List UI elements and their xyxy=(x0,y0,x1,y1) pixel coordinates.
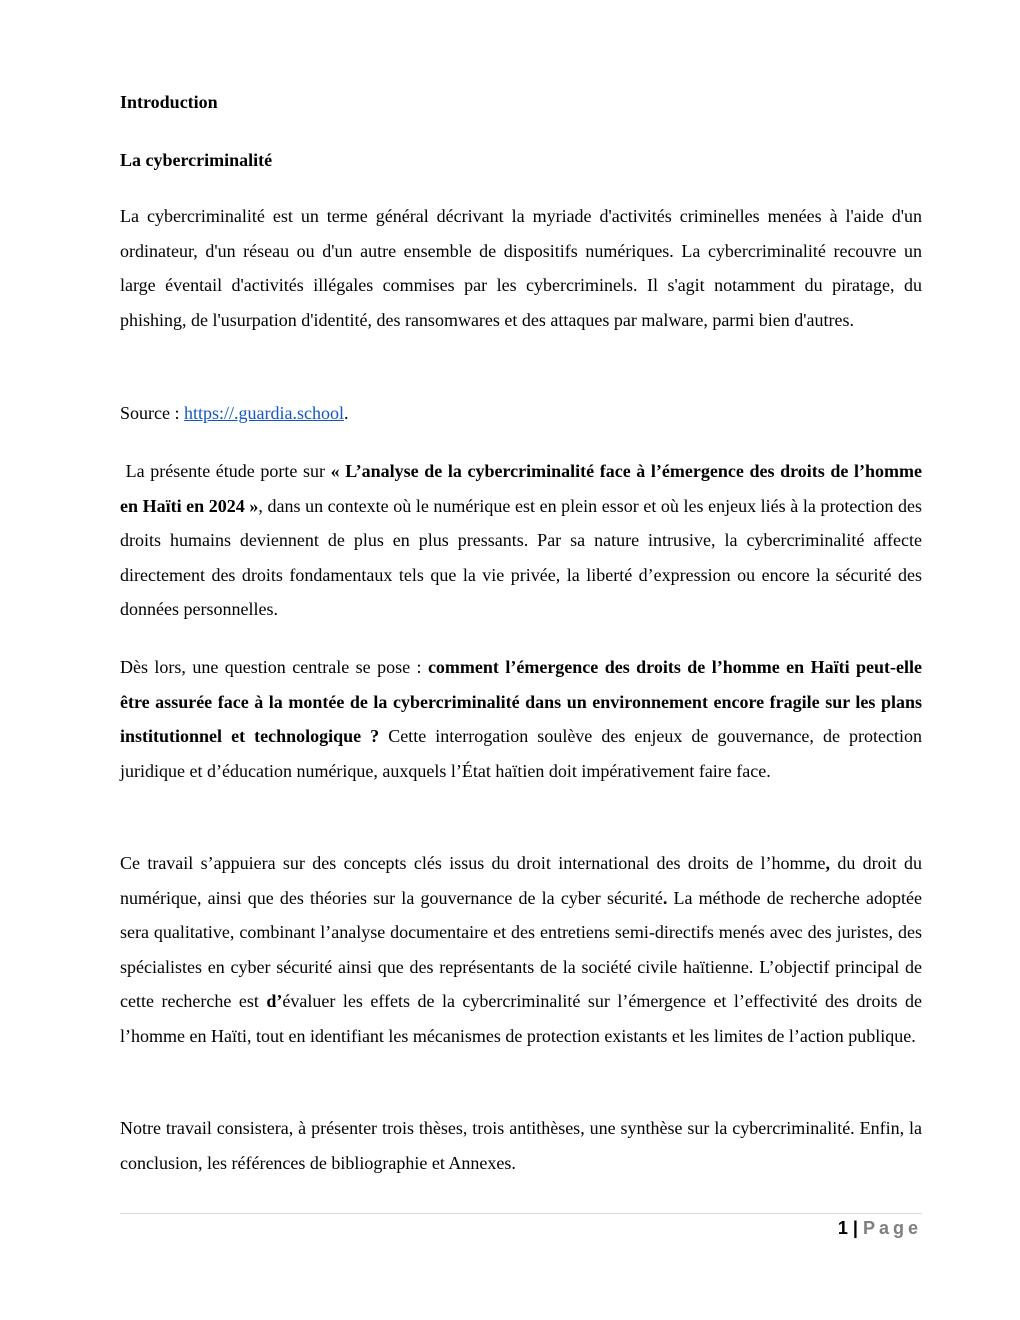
introduction-heading: Introduction xyxy=(120,92,218,112)
method-part-c: La méthode de recherche adoptée sera qualitative, combinant l’analyse documentaire et des entretiens semi-directifs menés avec des juristes, des spécialistes en cyber sécurité ainsi que des représentants de la société civile haïtienne. L’objectif principal de cette recherche est xyxy=(120,887,922,1011)
study-lead: La présente étude porte sur xyxy=(120,461,331,481)
source-link[interactable]: https://.guardia.school xyxy=(183,403,344,423)
paragraph-research-question xyxy=(120,650,922,788)
paragraph-study-subject xyxy=(120,454,922,627)
page-number: 1 xyxy=(837,1218,848,1238)
footer-separator: | xyxy=(847,1218,863,1238)
paragraph-plan: Notre travail consistera, à présenter trois thèses, trois antithèses, une synthèse sur la cybercriminalité. Enfin, la conclusion, les références de bibliographie et Annexes. xyxy=(120,1118,922,1173)
method-part-a: Ce travail s’appuiera sur des concepts clés issus du droit international des droits de l’homme xyxy=(120,853,826,873)
method-part-b: du droit du numérique, ainsi que des théories sur la gouvernance de la cyber sécurité xyxy=(120,853,922,908)
section-heading: La cybercriminalité xyxy=(120,150,273,170)
footer-divider xyxy=(120,1213,922,1214)
method-bold-comma: , xyxy=(825,853,830,873)
page-footer xyxy=(838,1216,922,1240)
question-lead: Dès lors, une question centrale se pose : xyxy=(120,657,428,677)
paragraph-methodology xyxy=(120,846,922,1053)
method-bold-d: d’ xyxy=(266,991,283,1011)
page-word: Page xyxy=(862,1218,922,1238)
method-bold-period: . xyxy=(662,887,668,908)
study-rest: , dans un contexte où le numérique est en plein essor et où les enjeux liés à la protection des droits humains deviennent de plus en plus pressants. Par sa nature intrusive, la cybercriminalité affecte directement des droits fondamentaux tels que la vie privée, la liberté d’expression ou encore la sécurité des données personnelles. xyxy=(120,495,923,619)
source-line xyxy=(120,396,922,431)
source-tail: . xyxy=(343,403,349,423)
study-title: « L’analyse de la cybercriminalité face à l’émergence des droits de l’homme en Haïti en 2024 » xyxy=(120,461,922,516)
source-label: Source : xyxy=(120,403,184,423)
question-rest: Cette interrogation soulève des enjeux de gouvernance, de protection juridique et d’éducation numérique, auxquels l’État haïtien doit impérativement faire face. xyxy=(120,726,922,781)
research-question: comment l’émergence des droits de l’homme en Haïti peut-elle être assurée face à la montée de la cybercriminalité dans un environnement encore fragile sur les plans institutionnel et technologique ? xyxy=(120,657,922,746)
paragraph-definition: La cybercriminalité est un terme général décrivant la myriade d'activités criminelles menées à l'aide d'un ordinateur, d'un réseau ou d'un autre ensemble de dispositifs numériques. La cybercriminalité recouvre un large éventail d'activités illégales commises par les cybercriminels. Il s'agit notamment du piratage, du phishing, de l'usurpation d'identité, des ransomwares et des attaques par malware, parmi bien d'autres. xyxy=(120,206,922,330)
method-part-e: évaluer les effets de la cybercriminalité sur l’émergence et l’effectivité des droits de l’homme en Haïti, tout en identifiant les mécanismes de protection existants et les limites de l’action publique. xyxy=(120,991,922,1046)
